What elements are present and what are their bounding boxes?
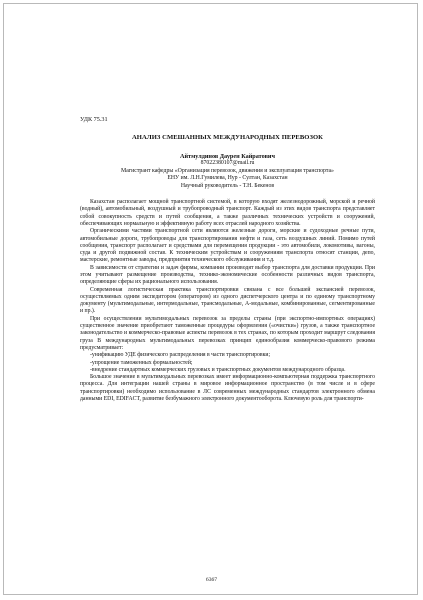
paragraph: Казахстан располагает мощной транспортной системой, в которую входят железнодорожный, морской и речной (водный), автомобильный, воздушный и трубопроводный транспорт. Каждый из этих видов транспорта представляет собой совокупность средств и путей сообщения, а также различных технических устройств и сооружений, обеспечивающих нормальную и эффективную работу всех отраслей народного хозяйства. bbox=[80, 199, 375, 227]
paragraph: Современная логистическая практика транспортировки связана с все большей экспансией перевозок, осуществляемых одним экспедитором (оператором) из одного диспетчерского центра и по единому транспортному документу (мультимодальные, интермодальные, трансмодальные, А-модальные, комбинированные, сегментированные и пр.). bbox=[80, 286, 375, 315]
body-text bbox=[80, 199, 375, 403]
paragraph: При осуществлении мультимодальных перевозок за пределы страны (при экспортно-импортных операциях) существенное значение приобретают таможенные процедуры оформления («очистки») грузов, а также транспортное законодательство и коммерческо-правовые аспекты перевозок в тех странах, по которым проходит маршрут следования груза В международных мультимодальных перевозках принцип единообразия коммерческо-правового режима предусматривает: bbox=[80, 315, 375, 351]
udk-code: УДК 75.31 bbox=[80, 116, 108, 123]
author-block bbox=[80, 153, 375, 190]
author-email: 87022380107@mail.ru bbox=[200, 160, 255, 167]
list-item: -внедрение стандартных коммерческих грузовых и транспортных документов международного образца. bbox=[90, 366, 346, 373]
article-title: АНАЛИЗ СМЕШАННЫХ МЕЖДУНАРОДНЫХ ПЕРЕВОЗОК bbox=[131, 134, 324, 141]
article bbox=[80, 116, 375, 403]
paragraph: В зависимости от стратегии и задач фирмы, компании производят выбор транспорта для доставки продукции. При этом учитывают размещение производства, технико-экономические особенности различных видов транспорта, определяющие сферы их рационального использования. bbox=[80, 264, 375, 286]
supervisor: Научный руководитель - Т.Н. Бекенов bbox=[180, 182, 275, 189]
list-item: -упрощение таможенных формальностей; bbox=[90, 359, 193, 366]
list-item: -унификацию УДЕ физического распределения в части транспортировки; bbox=[90, 352, 271, 359]
author-position: Магистрант кафедры «Организация перевозок, движения и эксплуатация транспорта» bbox=[121, 167, 334, 174]
paragraph: Органическими частями транспортной сети являются железные дороги, морские и судоходные речные пути, автомобильные дороги, трубопроводы для транспортирования нефти и газа, сеть воздушных линий. Помимо путей сообщения, транспорт располагает и средствами для перемещения продукции - это автомобили, локомотивы, вагоны, суда и другой подвижной состав. К техническим устройствам и сооружениям транспорта относят станции, депо, мастерские, ремонтные заводы, предприятия технического обслуживания и т.д. bbox=[80, 228, 375, 264]
page-number: 6367 bbox=[205, 577, 218, 583]
author-name: Айтмулдинов Даурен Кайратович bbox=[180, 153, 275, 160]
paragraph: Большое значение в мультимодальных перевозках имеет информационно-компьютерная поддержка транспортного процесса. Для интеграции нашей страны в мировое информационное пространство (в том числе и в сфере транспортировки) необходимо использование в ЛС современных международных стандартов электронного обмена данными EDI, EDIFACT, развитие безбумажного электронного документооборота. Ключевую роль для транспорти- bbox=[80, 374, 375, 403]
author-university: ЕНУ им. Л.Н.Гумилева, Нур - Султан, Казахстан bbox=[167, 175, 288, 182]
